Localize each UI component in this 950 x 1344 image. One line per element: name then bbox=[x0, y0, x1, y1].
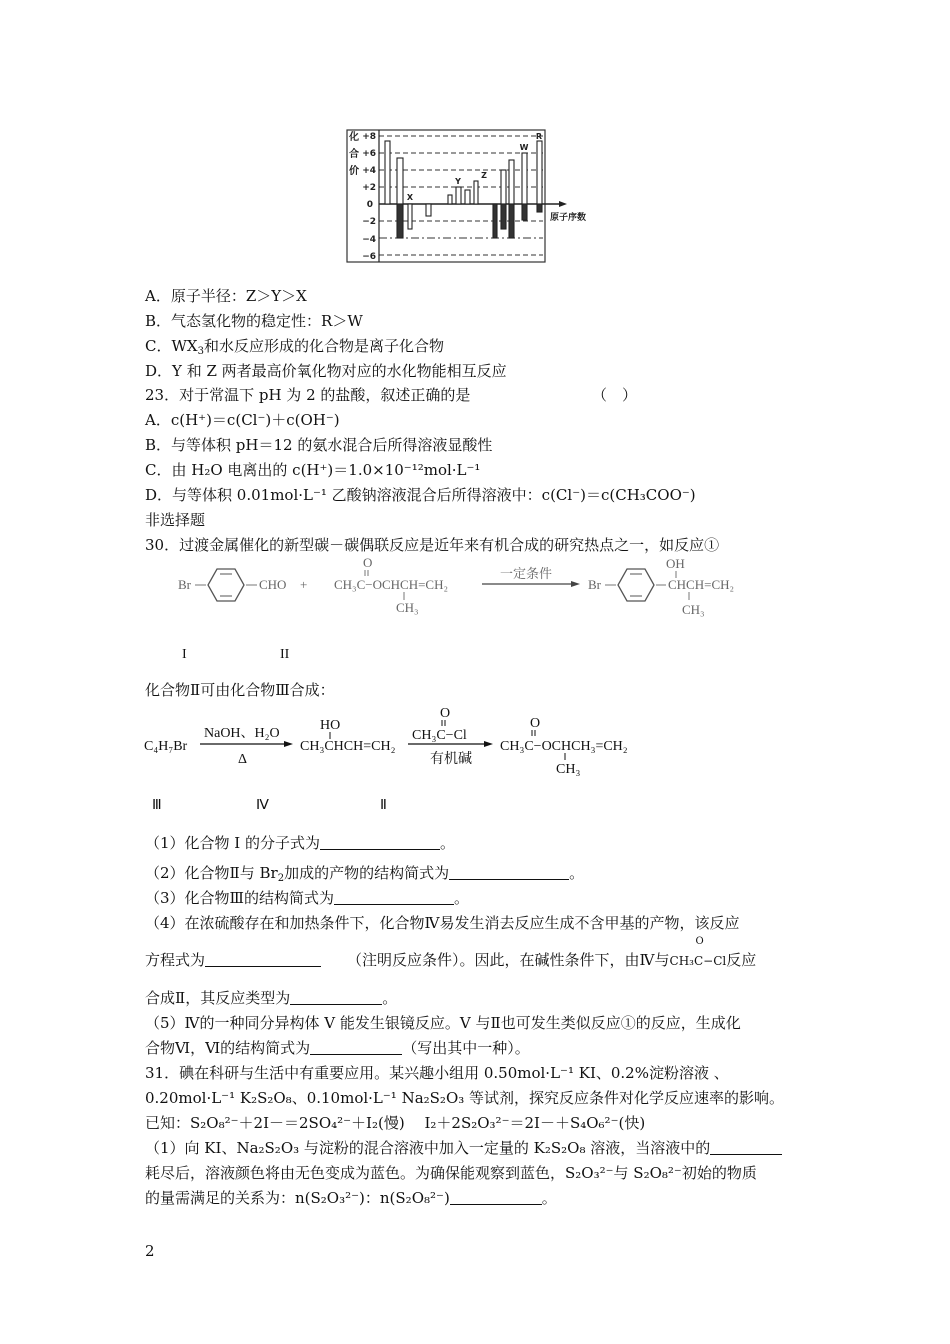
label-compound-ii: II bbox=[280, 647, 290, 662]
ii-o: O bbox=[530, 716, 541, 731]
q23-option-a: A．c(H⁺)＝c(Cl⁻)＋c(OH⁻) bbox=[145, 411, 340, 429]
reaction-condition: 一定条件 bbox=[500, 566, 553, 581]
q30-p2-end: 。 bbox=[569, 864, 585, 882]
y-tick-label: −6 bbox=[362, 252, 376, 262]
q30-part5-line2 bbox=[145, 1039, 530, 1057]
answer-blank[interactable] bbox=[449, 865, 569, 880]
q23-option-b: B．与等体积 pH＝12 的氨水混合后所得溶液显酸性 bbox=[145, 436, 493, 454]
q31-l6-text: 的量需满足的关系为：n(S₂O₃²⁻)：n(S₂O₈²⁻) bbox=[145, 1189, 450, 1207]
cond1-top: NaOH、H₂O bbox=[204, 726, 280, 741]
q30-p2-sub: 2 bbox=[277, 873, 285, 884]
product-formula: CHCH=CH₂ bbox=[668, 577, 735, 592]
section-heading: 非选择题 bbox=[145, 511, 206, 529]
q30-part2 bbox=[145, 864, 584, 885]
point-label-x: X bbox=[406, 193, 414, 202]
q30-p4-c1: 合成Ⅱ，其反应类型为 bbox=[145, 989, 291, 1007]
q22-c-pre: C．WX bbox=[145, 337, 198, 355]
y-tick-label: −2 bbox=[362, 217, 376, 227]
q30-p4-c2: 。 bbox=[382, 989, 398, 1007]
product-oh: OH bbox=[666, 556, 685, 571]
compound-ii-formula: CH₃C−OCHCH=CH₂ bbox=[334, 577, 449, 592]
q31-line1: 31．碘在科研与生活中有重要应用。某兴趣小组用 0.50mol·L⁻¹ KI、0.2%淀粉溶液 、 bbox=[145, 1064, 729, 1082]
q31-l4-text: （1）向 KI、Na₂S₂O₃ 与淀粉的混合溶液中加入一定量的 K₂S₂O₈ 溶液，当溶液中的 bbox=[145, 1139, 711, 1157]
cond2-o: O bbox=[440, 706, 451, 721]
q30-p4-b2: （注明反应条件）。因此，在碱性条件下，由Ⅳ与 bbox=[347, 951, 670, 969]
compound-iv: CH₃CHCH=CH₂ bbox=[300, 739, 396, 754]
q30-p4-b1: 方程式为 bbox=[145, 951, 206, 969]
y-tick-label: −4 bbox=[362, 235, 376, 245]
q22-c-sub: 3 bbox=[197, 346, 204, 357]
point-label-r: R bbox=[535, 132, 543, 141]
y-tick-label: +6 bbox=[362, 149, 376, 159]
answer-blank[interactable] bbox=[710, 1140, 782, 1155]
cond1-bottom: Δ bbox=[238, 752, 248, 767]
y-tick-label: 0 bbox=[366, 200, 373, 210]
q22-option-d: D．Y 和 Z 两者最高价氧化物对应的水化物能相互反应 bbox=[145, 362, 507, 380]
label-compound-i: I bbox=[182, 647, 187, 662]
q23-option-c: C．由 H₂O 电离出的 c(H⁺)＝1.0×10⁻¹²mol·L⁻¹ bbox=[145, 461, 481, 479]
q31-line2: 0.20mol·L⁻¹ K₂S₂O₈、0.10mol·L⁻¹ Na₂S₂O₃ 等试剂，探究反应条件对化学反应速率的影响。 bbox=[145, 1089, 785, 1107]
answer-blank[interactable] bbox=[310, 1040, 402, 1055]
q30-p4-reagent-o: O bbox=[695, 936, 704, 947]
q30-intro: 化合物Ⅱ可由化合物Ⅲ合成： bbox=[145, 681, 335, 699]
q30-part4-line3 bbox=[145, 989, 397, 1007]
iv-ho: HO bbox=[320, 718, 341, 733]
answer-blank[interactable] bbox=[320, 835, 440, 850]
q22-c-post: 和水反应形成的化合物是离子化合物 bbox=[203, 337, 444, 355]
q30-part4-line1: （4）在浓硫酸存在和加热条件下，化合物Ⅳ易发生消去反应生成不含甲基的产物，该反应 bbox=[145, 914, 740, 932]
q22-option-a: A．原子半径：Z＞Y＞X bbox=[145, 287, 307, 305]
q30-p4-b3: 反应 bbox=[726, 951, 757, 969]
compound-ii-ch3: CH₃ bbox=[396, 600, 419, 615]
label-iv: Ⅳ bbox=[256, 798, 269, 813]
answer-blank[interactable] bbox=[205, 952, 321, 967]
answer-blank[interactable] bbox=[290, 990, 382, 1005]
cho-label: CHO bbox=[259, 577, 287, 592]
q30-part5-line1: （5）Ⅳ的一种同分异构体 V 能发生银镜反应。V 与Ⅱ也可发生类似反应①的反应，生成化 bbox=[145, 1014, 741, 1032]
reaction-1 bbox=[170, 556, 810, 666]
y-title-char: 价 bbox=[349, 166, 359, 177]
answer-blank[interactable] bbox=[334, 890, 454, 905]
point-label-z: Z bbox=[481, 171, 487, 180]
c4h7br: C₄H₇Br bbox=[144, 739, 188, 754]
x-axis-title: 原子序数 bbox=[550, 213, 587, 223]
q30-p1-end: 。 bbox=[440, 834, 456, 852]
q30-part1 bbox=[145, 834, 455, 852]
q23-option-d: D．与等体积 0.01mol·L⁻¹ 乙酸钠溶液混合后所得溶液中：c(Cl⁻)＝c(CH₃COO⁻) bbox=[145, 486, 696, 504]
q23-stem: 23．对于常温下 pH 为 2 的盐酸，叙述正确的是 bbox=[145, 386, 471, 404]
cond2-top: CH₃C−Cl bbox=[412, 728, 467, 743]
q30-part4-line2 bbox=[145, 936, 757, 969]
q23-paren: （ ） bbox=[592, 386, 638, 404]
label-iii: Ⅲ bbox=[152, 798, 162, 813]
q30-p1-text: （1）化合物 I 的分子式为 bbox=[145, 834, 321, 852]
q30-p5-b1: 合物Ⅵ，Ⅵ的结构简式为 bbox=[145, 1039, 311, 1057]
y-tick-label: +2 bbox=[362, 183, 376, 193]
label-ii: Ⅱ bbox=[380, 798, 387, 813]
q30-p4-reagent: O CH₃C−Cl bbox=[669, 936, 727, 968]
page-number: 2 bbox=[145, 1242, 155, 1260]
q30-stem: 30．过渡金属催化的新型碳－碳偶联反应是近年来有机合成的研究热点之一，如反应① bbox=[145, 536, 720, 554]
product-br: Br bbox=[588, 577, 601, 592]
q30-part3 bbox=[145, 889, 469, 907]
q31-line3: 已知：S₂O₈²⁻＋2I－＝2SO₄²⁻＋I₂(慢) I₂＋2S₂O₃²⁻＝2I－＋S₄O₆²⁻(快) bbox=[145, 1114, 646, 1132]
q30-p3-end: 。 bbox=[454, 889, 470, 907]
q30-p2-post: 加成的产物的结构简式为 bbox=[284, 864, 450, 882]
point-label-y: Y bbox=[455, 177, 461, 186]
plus-sign: + bbox=[300, 577, 308, 592]
compound-ii-final: CH₃C−OCHCH₃=CH₂ bbox=[500, 739, 628, 754]
y-title-char: 合 bbox=[349, 149, 359, 160]
cond2-bottom: 有机碱 bbox=[430, 752, 472, 767]
q22-option-c bbox=[145, 337, 444, 358]
q30-p3-text: （3）化合物Ⅲ的结构简式为 bbox=[145, 889, 335, 907]
q31-line5: 耗尽后，溶液颜色将由无色变成为蓝色。为确保能观察到蓝色，S₂O₃²⁻与 S₂O₈²⁻初始的物质 bbox=[145, 1164, 757, 1182]
y-tick-label: +4 bbox=[362, 166, 376, 176]
carbonyl-o: O bbox=[363, 556, 373, 570]
q31-l6-end: 。 bbox=[541, 1189, 557, 1207]
y-axis-title bbox=[348, 130, 359, 177]
q30-p2-pre: （2）化合物Ⅱ与 Br bbox=[145, 864, 278, 882]
q31-line4 bbox=[145, 1139, 782, 1157]
reaction-2 bbox=[140, 705, 660, 815]
q30-p5-b2: （写出其中一种）。 bbox=[402, 1039, 530, 1057]
q31-line6 bbox=[145, 1189, 557, 1207]
x-axis-arrow bbox=[559, 201, 567, 207]
y-title-char: 化 bbox=[349, 132, 359, 143]
q22-option-b: B．气态氢化物的稳定性：R＞W bbox=[145, 312, 363, 330]
answer-blank[interactable] bbox=[450, 1190, 542, 1205]
valence-chart bbox=[335, 128, 605, 271]
y-tick-label: +8 bbox=[362, 132, 376, 142]
product-ch3: CH₃ bbox=[682, 602, 705, 617]
point-label-w: W bbox=[519, 143, 529, 152]
ii-ch3: CH₃ bbox=[556, 762, 581, 777]
br-label: Br bbox=[178, 577, 191, 592]
